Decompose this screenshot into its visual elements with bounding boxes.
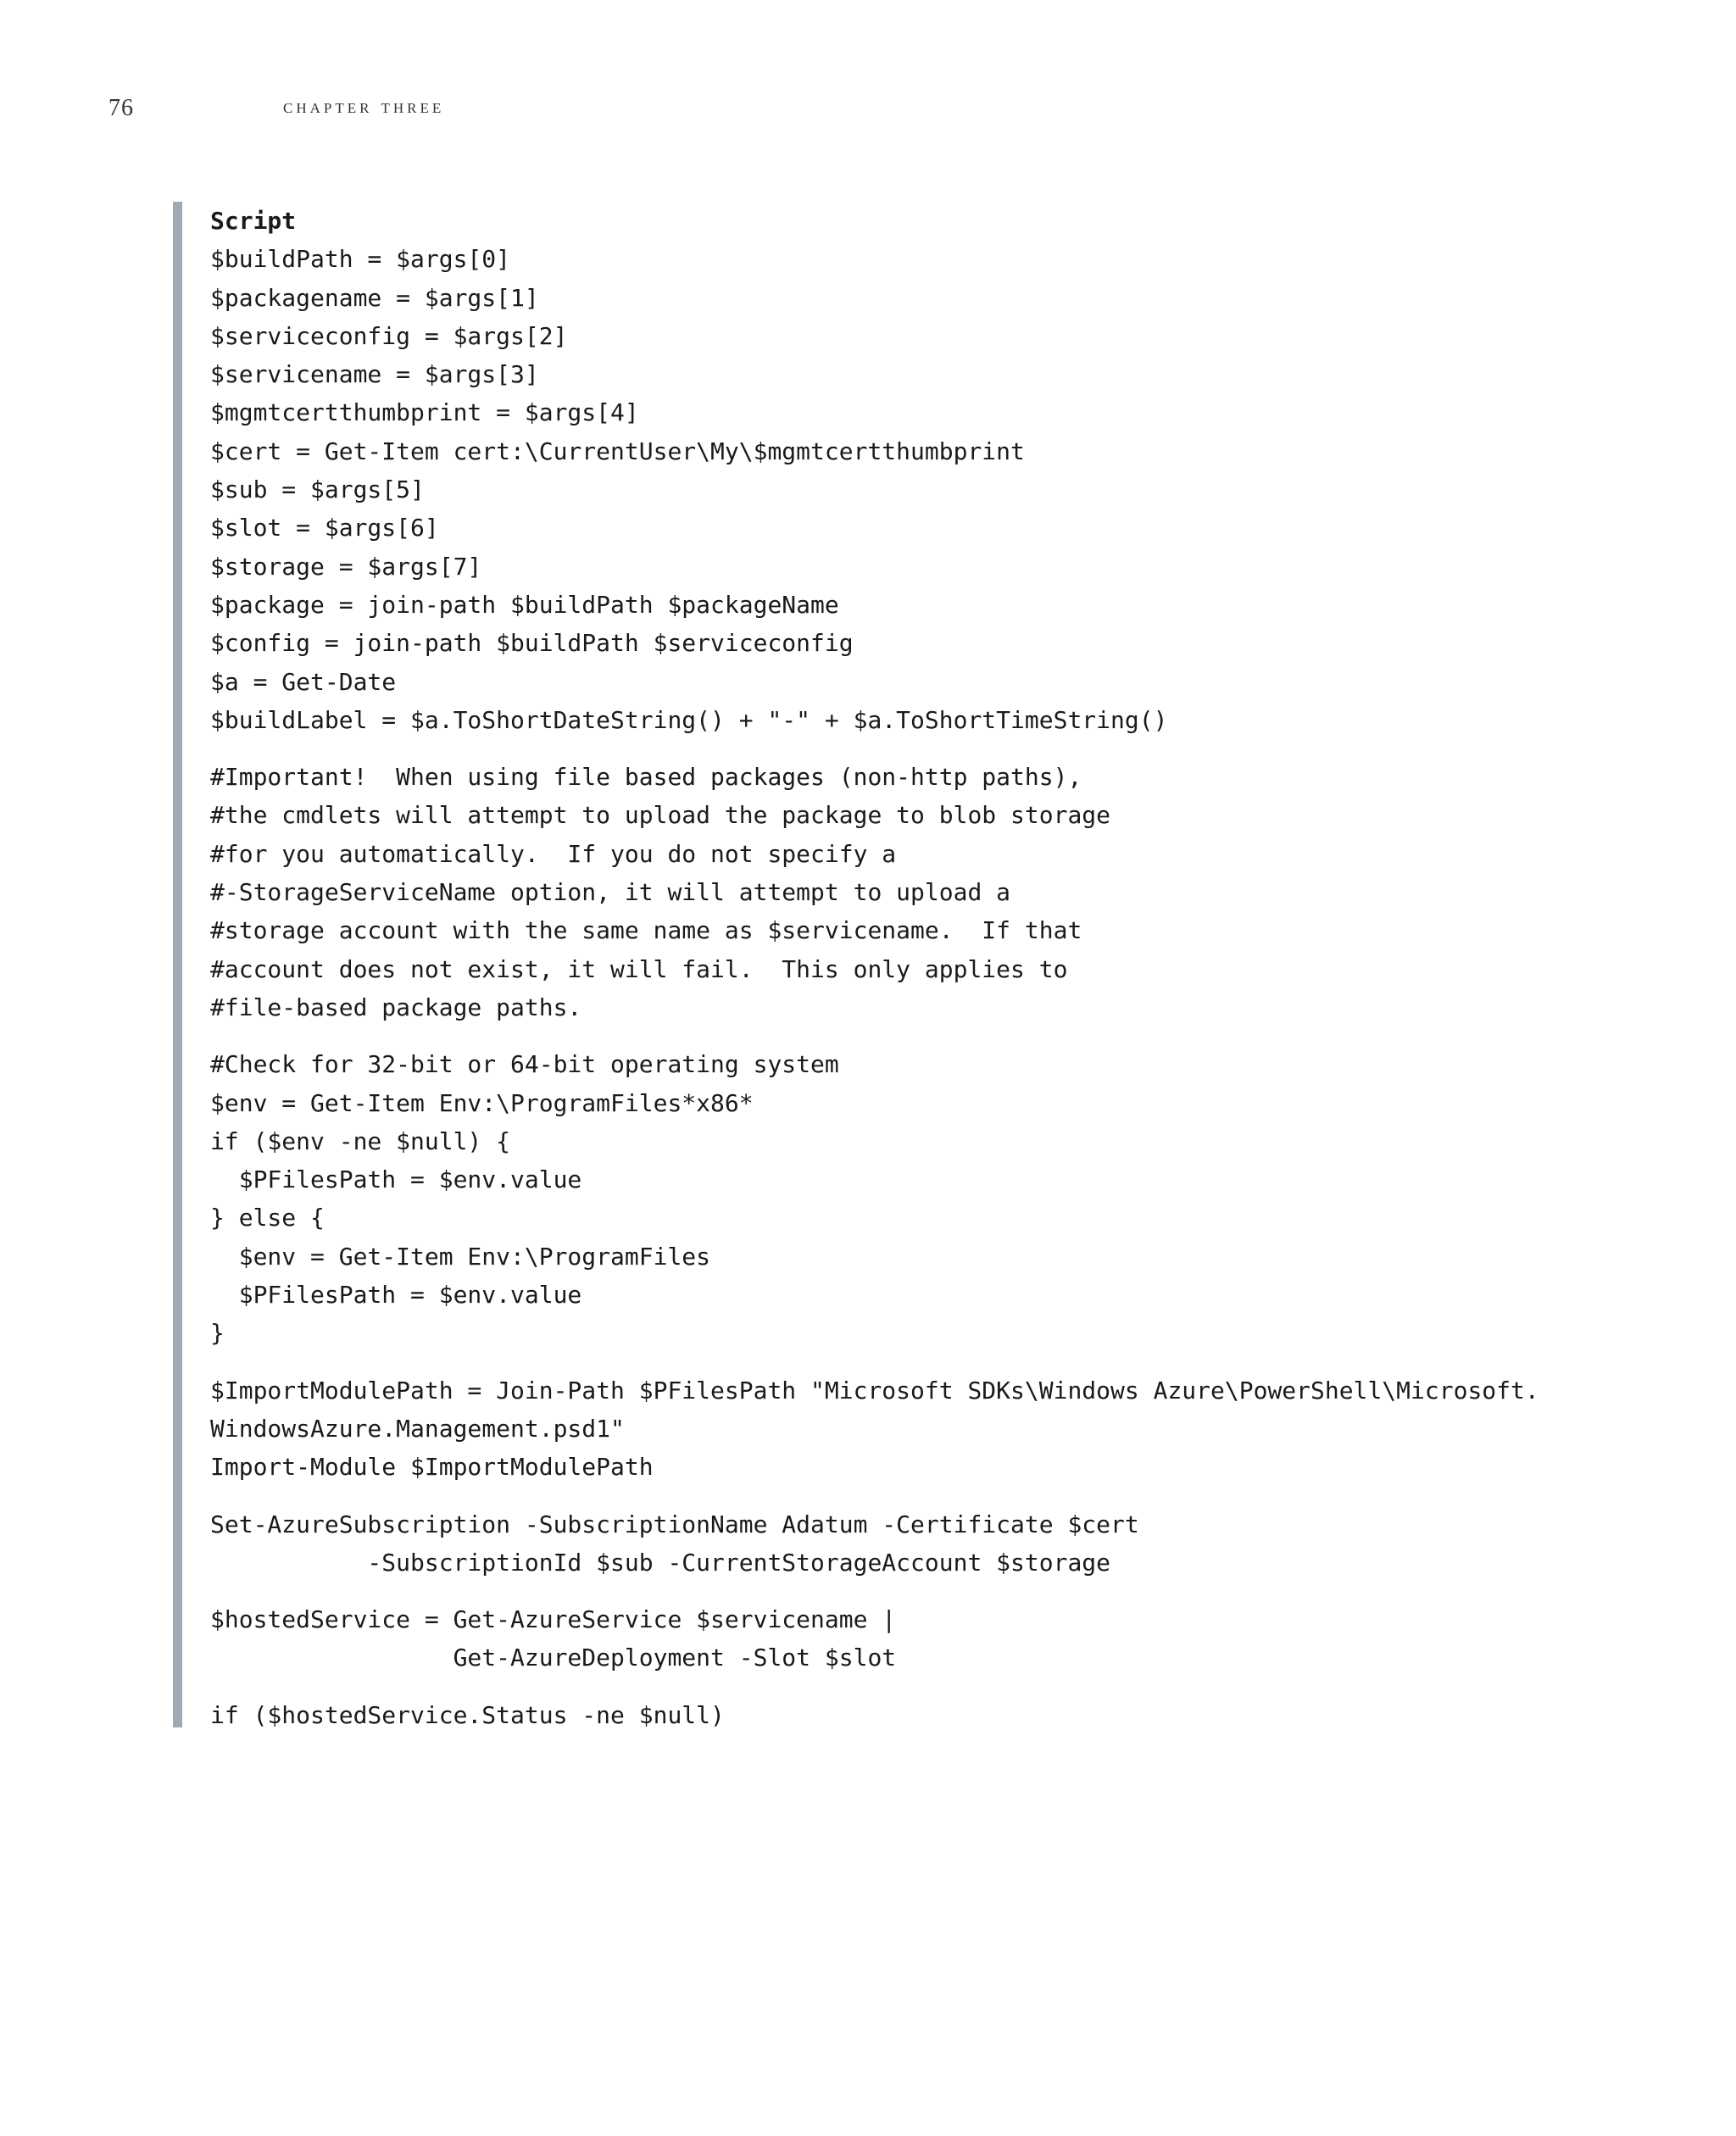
- code-line: $a = Get-Date: [210, 667, 397, 696]
- code-line: $PFilesPath = $env.value: [210, 1165, 582, 1194]
- code-line: if ($env -ne $null) {: [210, 1126, 511, 1155]
- code-line: Set-AzureSubscription -SubscriptionName Adatum -Certificate $cert: [210, 1510, 1139, 1538]
- code-line: $mgmtcertthumbprint = $args[4]: [210, 398, 639, 427]
- code-line: WindowsAzure.Management.psd1": [210, 1414, 625, 1443]
- code-block-os-check: [210, 1045, 1499, 1352]
- code-block-import-module: [210, 1371, 1539, 1487]
- code-line: #for you automatically. If you do not specify a: [210, 839, 897, 868]
- code-block-variables: [210, 240, 1499, 739]
- code-line: #account does not exist, it will fail. This only applies to: [210, 954, 1068, 983]
- code-line: #storage account with the same name as $servicename. If that: [210, 916, 1082, 945]
- code-line: Get-AzureDeployment -Slot $slot: [210, 1644, 897, 1672]
- code-line: Import-Module $ImportModulePath: [210, 1453, 654, 1482]
- code-line: }: [210, 1319, 225, 1348]
- code-line: $PFilesPath = $env.value: [210, 1281, 582, 1310]
- code-listing-rule: [173, 202, 182, 1727]
- code-line: #-StorageServiceName option, it will attempt to upload a: [210, 878, 1011, 907]
- code-line: $buildPath = $args[0]: [210, 245, 511, 274]
- code-line: $config = join-path $buildPath $serviceconfig: [210, 629, 854, 658]
- running-head: chapter three: [283, 96, 445, 118]
- code-block-hosted-service: [210, 1600, 1499, 1677]
- code-line: $package = join-path $buildPath $packageName: [210, 590, 839, 619]
- code-line: $serviceconfig = $args[2]: [210, 321, 568, 350]
- code-block-comment: [210, 758, 1499, 1026]
- code-line: #file-based package paths.: [210, 993, 582, 1021]
- page-number: 76: [108, 95, 134, 121]
- code-listing-title: Script: [210, 207, 297, 235]
- code-block-subscription: [210, 1505, 1499, 1583]
- code-line: $hostedService = Get-AzureService $servicename |: [210, 1605, 897, 1634]
- code-line: #the cmdlets will attempt to upload the package to blob storage: [210, 801, 1111, 830]
- code-line: $buildLabel = $a.ToShortDateString() + "-" + $a.ToShortTimeString(): [210, 705, 1168, 734]
- code-line: $ImportModulePath = Join-Path $PFilesPath "Microsoft SDKs\Windows Azure\PowerShell\Microsoft.: [210, 1376, 1539, 1405]
- code-line: $env = Get-Item Env:\ProgramFiles*x86*: [210, 1088, 754, 1117]
- code-listing: [210, 202, 1539, 1734]
- code-line: } else {: [210, 1204, 325, 1232]
- code-line: $slot = $args[6]: [210, 514, 439, 542]
- code-line: $cert = Get-Item cert:\CurrentUser\My\$mgmtcertthumbprint: [210, 437, 1025, 465]
- code-line: $env = Get-Item Env:\ProgramFiles: [210, 1242, 711, 1271]
- code-line: if ($hostedService.Status -ne $null): [210, 1700, 725, 1729]
- code-line: $storage = $args[7]: [210, 552, 482, 581]
- code-line: $servicename = $args[3]: [210, 360, 539, 389]
- code-line: $sub = $args[5]: [210, 476, 425, 504]
- code-line: #Check for 32-bit or 64-bit operating system: [210, 1050, 839, 1079]
- code-line: -SubscriptionId $sub -CurrentStorageAccount $storage: [210, 1548, 1111, 1577]
- code-line: $packagename = $args[1]: [210, 283, 539, 312]
- code-block-status-check: [210, 1696, 1499, 1734]
- code-line: #Important! When using file based packages (non-http paths),: [210, 763, 1082, 792]
- code-listing-box: [173, 202, 1539, 1729]
